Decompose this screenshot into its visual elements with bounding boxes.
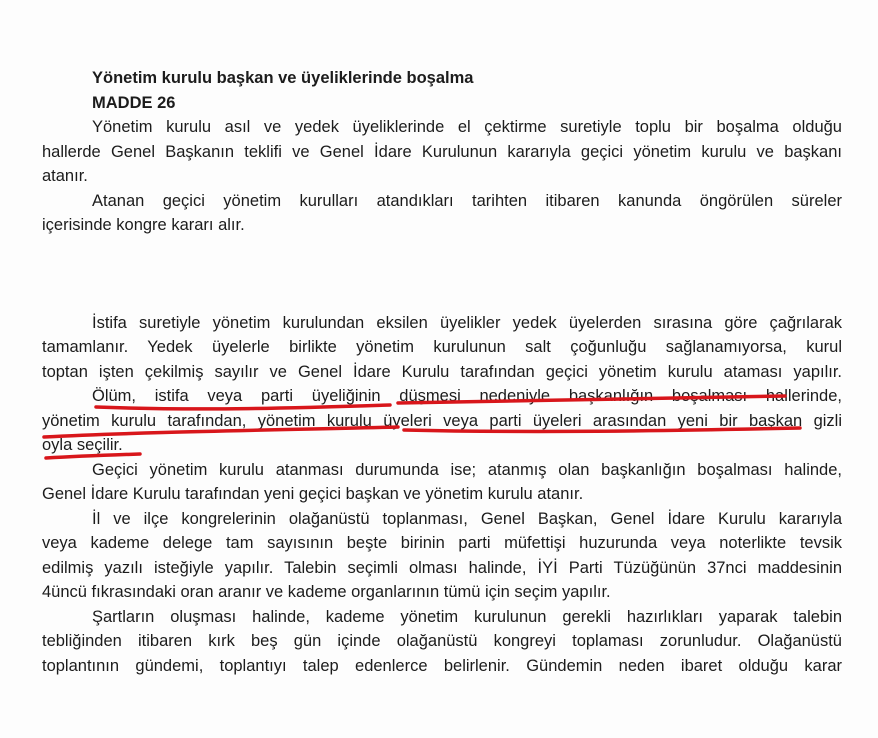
highlighted-text-line: oyla seçilir. [42, 436, 123, 454]
paragraph-temporary-board [42, 189, 842, 238]
paragraph-congress-deadline [42, 605, 842, 679]
article-title: Yönetim kurulu başkan ve üyeliklerinde boşalma [92, 69, 474, 87]
paragraph-collective-vacancy [42, 115, 842, 189]
text-line: toplantının gündemi, toplantıyı talep edenlerce belirlenir. Gündemin neden ibaret olduğu karar [42, 656, 842, 675]
text-line: atanır. [42, 167, 88, 185]
text-line: tebliğinden itibaren kırk beş gün içinde olağanüstü kongreyi toplaması zorunludur. Olağanüstü [42, 632, 842, 650]
article-number: MADDE 26 [92, 93, 176, 112]
text-line: Atanan geçici yönetim kurulları atandıkları tarihten itibaren kanunda öngörülen süreler [92, 191, 842, 210]
text-line: Yönetim kurulu asıl ve yedek üyeliklerinde el çektirme suretiyle toplu bir boşalma olduğu [92, 118, 842, 136]
text-line: İl ve ilçe kongrelerinin olağanüstü toplanması, Genel Başkan, Genel İdare Kurulu kararıyla [92, 509, 842, 528]
text-line: toptan işten çekilmiş sayılır ve Genel İdare Kurulu tarafından geçici yönetim kurulu ataması yapılır. [42, 362, 842, 381]
highlighted-text-line: yönetim kurulu tarafından, yönetim kurulu üyeleri veya parti üyeleri arasından yeni bir başkan gizli [42, 411, 842, 430]
text-line: hallerde Genel Başkanın teklifi ve Genel İdare Kurulunun kararıyla geçici yönetim kurulu ve başkanı [42, 142, 842, 161]
text-line: veya kademe delege tam sayısının beşte birinin parti müfettişi huzurunda veya noterlikte tevsik [42, 534, 842, 552]
text-line: 4üncü fıkrasındaki oran aranır ve kademe organlarının tümü için seçim yapılır. [42, 583, 611, 601]
text-line: Genel İdare Kurulu tarafından yeni geçici başkan ve yönetim kurulu atanır. [42, 485, 584, 503]
section-gap [42, 238, 842, 311]
paragraph-extraordinary-congress [42, 507, 842, 605]
text-line: İstifa suretiyle yönetim kurulundan eksilen üyelikler yedek üyelerden sırasına göre çağrılarak [92, 313, 842, 332]
paragraph-temporary-vacancy [42, 458, 842, 507]
highlighted-text-line: Ölüm, istifa veya parti üyeliğinin düşmesi nedeniyle başkanlığın boşalması hallerinde, [92, 387, 842, 405]
paragraph-resignation [42, 311, 842, 458]
text-line: Geçici yönetim kurulu atanması durumunda ise; atanmış olan başkanlığın boşalması halinde, [92, 460, 842, 479]
text-line: edilmiş yazılı isteğiyle yapılır. Talebin seçimli olması halinde, İYİ Parti Tüzüğünün 37nci maddesinin [42, 558, 842, 577]
text-line: Şartların oluşması halinde, kademe yönetim kurulunun gerekli hazırlıkları yaparak talebin [92, 607, 842, 626]
text-line: içerisinde kongre kararı alır. [42, 216, 245, 234]
document-body [42, 66, 842, 678]
text-line: tamamlanır. Yedek üyelerle birlikte yönetim kurulunun salt çoğunluğu sağlanamıyorsa, kurul [42, 338, 842, 356]
